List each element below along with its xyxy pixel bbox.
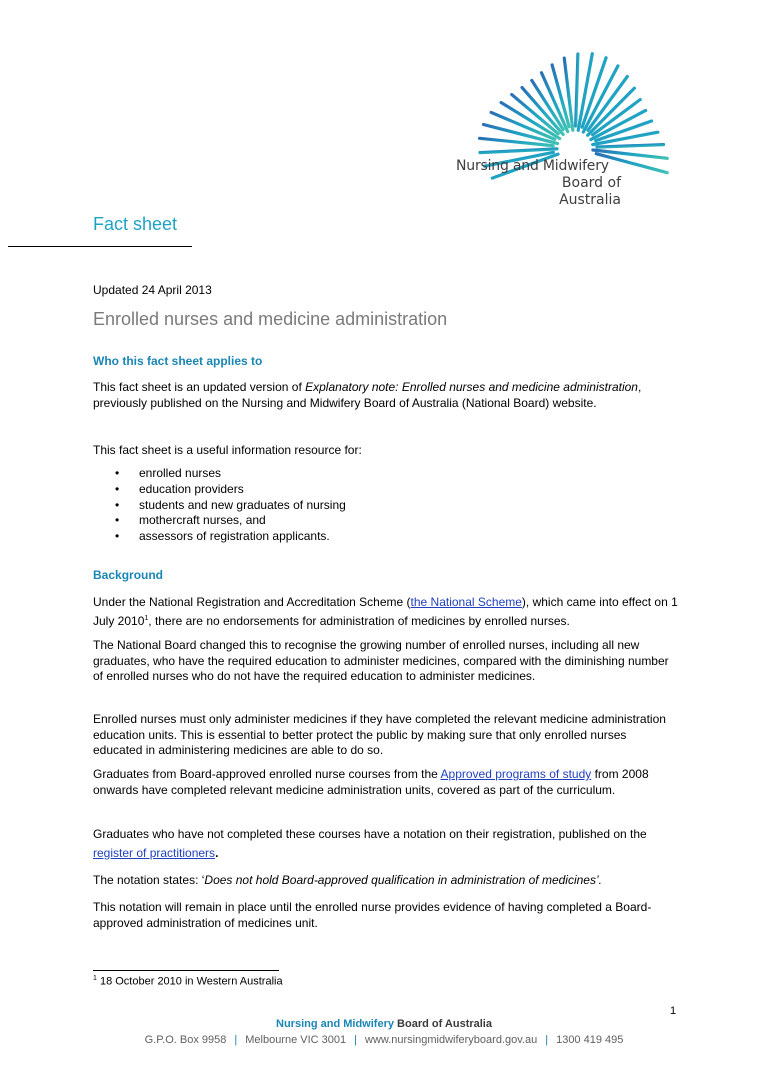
list-item-text: education providers (139, 481, 244, 496)
list-item-text: assessors of registration applicants. (139, 529, 330, 544)
logo-line-1: Nursing and Midwifery (456, 158, 609, 174)
list-item (93, 513, 346, 529)
footer-org-rest: Board of Australia (393, 1018, 492, 1030)
text-run: from 2008 onwards have completed relevant medicine administration units, covered as part of the curriculum. (93, 767, 649, 797)
section-heading-who: Who this fact sheet applies to (93, 354, 263, 368)
paragraph-resource: This fact sheet is a useful information resource for: (93, 443, 362, 457)
approved-programs-link[interactable]: Approved programs of study (440, 767, 592, 781)
logo-ray (597, 145, 664, 148)
footer-separator: | (545, 1034, 549, 1046)
page-title: Enrolled nurses and medicine administration (93, 309, 448, 329)
footnote-number: 1 (93, 975, 97, 982)
doc-type-label: Fact sheet (93, 214, 178, 234)
list-item-text: mothercraft nurses, and (139, 513, 266, 528)
paragraph-intro (93, 380, 678, 411)
text-run: Graduates who have not completed these courses have a notation on their registration, published on the (93, 827, 647, 841)
footer-po-box: G.P.O. Box 9958 (144, 1034, 227, 1046)
logo-ray (480, 149, 557, 153)
footer-separator: | (234, 1034, 238, 1046)
text-run: . (215, 846, 219, 860)
list-item-text: students and new graduates of nursing (139, 497, 346, 512)
list-item-text: enrolled nurses (139, 466, 222, 480)
text-run: , previously published on the Nursing and Midwifery Board of Australia (National Board) website. (93, 380, 642, 410)
bullet-icon: • (115, 481, 120, 496)
paragraph-graduates (93, 767, 678, 798)
list-item (93, 466, 346, 482)
divider (8, 246, 192, 247)
updated-date: Updated 24 April 2013 (93, 283, 212, 297)
section-heading-background: Background (93, 568, 164, 582)
text-run: This fact sheet is an updated version of (93, 380, 306, 394)
logo-line-3: Australia (559, 192, 621, 208)
paragraph-remain: This notation will remain in place until the enrolled nurse provides evidence of having completed a Board-approved administration of medicines unit. (93, 900, 652, 930)
footnote-divider (93, 970, 279, 971)
paragraph-notation-states (93, 873, 678, 889)
national-scheme-link[interactable]: the National Scheme (410, 595, 522, 609)
logo-line-2: Board of (561, 175, 621, 191)
list-item (93, 498, 346, 514)
notation-quote: Does not hold Board-approved qualification in administration of medicines’. (204, 873, 602, 887)
paragraph-must: Enrolled nurses must only administer medicines if they have completed the relevant medicine administration education units. This is essential to better protect the public by making sure that only enrolled nurses educated in administering medicines are able to do so. (93, 712, 666, 758)
text-run: Graduates from Board-approved enrolled nurse courses from the (93, 767, 441, 781)
footer-website: www.nursingmidwiferyboard.gov.au (365, 1034, 538, 1046)
bullet-icon: • (115, 497, 120, 512)
footer-city: Melbourne VIC 3001 (245, 1034, 347, 1046)
paragraph-notation (93, 825, 678, 863)
document-title-italic: Explanatory note: Enrolled nurses and medicine administration (305, 380, 638, 394)
page-number: 1 (670, 1005, 677, 1017)
footer-org (0, 1018, 768, 1030)
register-link[interactable]: register of practitioners (93, 846, 216, 860)
footnote-ref: 1 (144, 614, 149, 622)
footnote-text: 18 October 2010 in Western Australia (96, 975, 283, 988)
text-run: Under the National Registration and Accreditation Scheme ( (93, 595, 411, 609)
list-item (93, 482, 346, 498)
text-run: , there are no endorsements for administration of medicines by enrolled nurses. (148, 613, 570, 628)
footer-separator: | (354, 1034, 357, 1046)
logo-wordmark (456, 158, 621, 209)
bullet-icon: • (115, 513, 120, 528)
list-item (93, 529, 346, 545)
footnote (93, 975, 283, 988)
audience-list (93, 466, 346, 545)
bullet-icon: • (115, 529, 120, 544)
text-run: ), which came into effect on 1 July 2010 (93, 595, 678, 628)
paragraph-scheme (93, 595, 678, 629)
paragraph-change: The National Board changed this to recognise the growing number of enrolled nurses, including all new graduates, who have the required education to administer medicines, compared with the diminishing number of enrolled nurses who do not have the required education to administer medicines. (93, 638, 669, 684)
footer-contact (0, 1034, 768, 1046)
footer-phone: 1300 419 495 (556, 1034, 624, 1046)
text-run: The notation states: ‘ (93, 873, 205, 887)
footer-org-accent: Nursing and Midwifery (276, 1018, 394, 1030)
logo-ray (576, 54, 578, 126)
bullet-icon: • (115, 466, 120, 480)
